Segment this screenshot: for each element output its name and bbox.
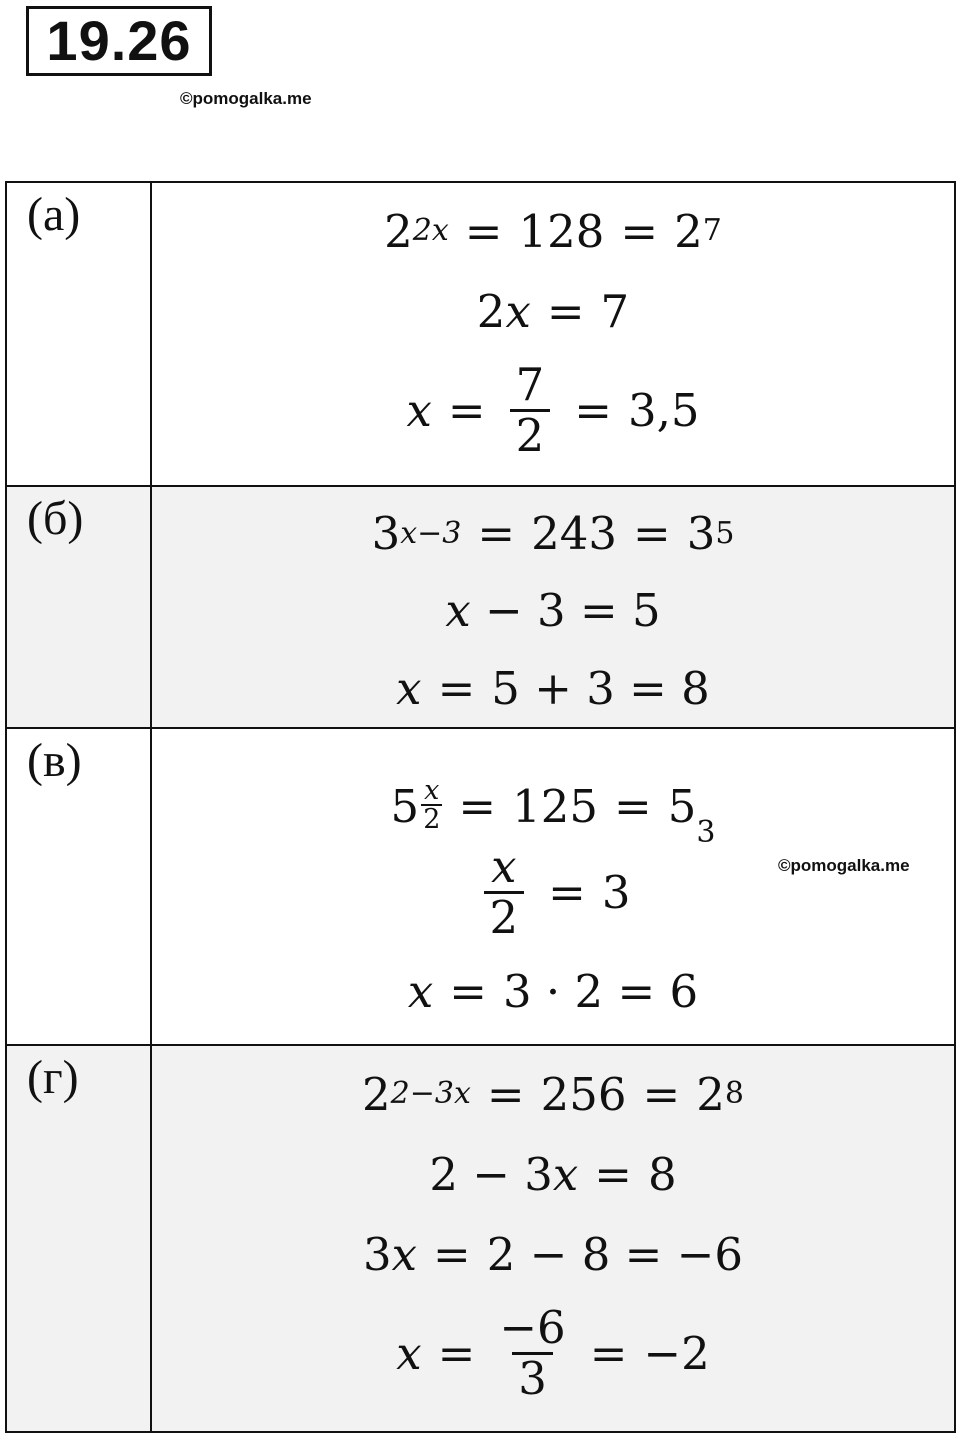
math-cell	[152, 729, 954, 1044]
table-row	[7, 183, 954, 487]
table-row	[7, 729, 954, 1046]
table-row	[7, 487, 954, 729]
fraction: $\frac{7}{2}$	[510, 361, 551, 459]
problem-number: 19.26	[26, 6, 212, 76]
table-row	[7, 1046, 954, 1431]
equation-line: x = $\frac{-6}{3}$ = −2	[396, 1301, 710, 1405]
row-label: (б)	[7, 487, 152, 727]
math-cell	[152, 1046, 954, 1431]
fraction: $\frac{x}{2}$	[484, 843, 525, 941]
math-cell	[152, 487, 954, 727]
watermark: ©pomogalka.me	[180, 89, 312, 108]
row-label: (в)	[7, 729, 152, 1044]
equation-line: 2 2x = 128 = 2 7	[384, 204, 722, 258]
equation-line: 3 x = 2 − 8 = −6	[363, 1227, 743, 1281]
equation-line: x = 5 + 3 = 8	[396, 661, 710, 715]
equation-line: $\frac{x}{2}$ = 3	[476, 833, 631, 951]
equation-line: 2 2−3x = 256 = 2 8	[362, 1067, 744, 1121]
equation-line: 5 $\frac{x}{2}$ = 125 = 5 3	[390, 775, 716, 850]
solution-table	[5, 181, 956, 1433]
row-label: (г)	[7, 1046, 152, 1431]
equation-line: x = 3 · 2 = 6	[407, 964, 699, 1018]
equation-line: 3 x−3 = 243 = 3 5	[371, 507, 735, 561]
equation-line: x − 3 = 5	[445, 584, 661, 638]
fraction: $\frac{-6}{3}$	[499, 1301, 566, 1405]
math-cell	[152, 183, 954, 485]
row-label: (а)	[7, 183, 152, 485]
equation-line: 2 x = 7	[476, 284, 630, 338]
watermark: ©pomogalka.me	[778, 856, 910, 875]
fraction: $\frac{x}{2}$	[423, 775, 441, 835]
equation-line: x = $\frac{7}{2}$ = 3,5	[406, 358, 700, 462]
equation-line: 2 − 3 x = 8	[429, 1147, 677, 1201]
